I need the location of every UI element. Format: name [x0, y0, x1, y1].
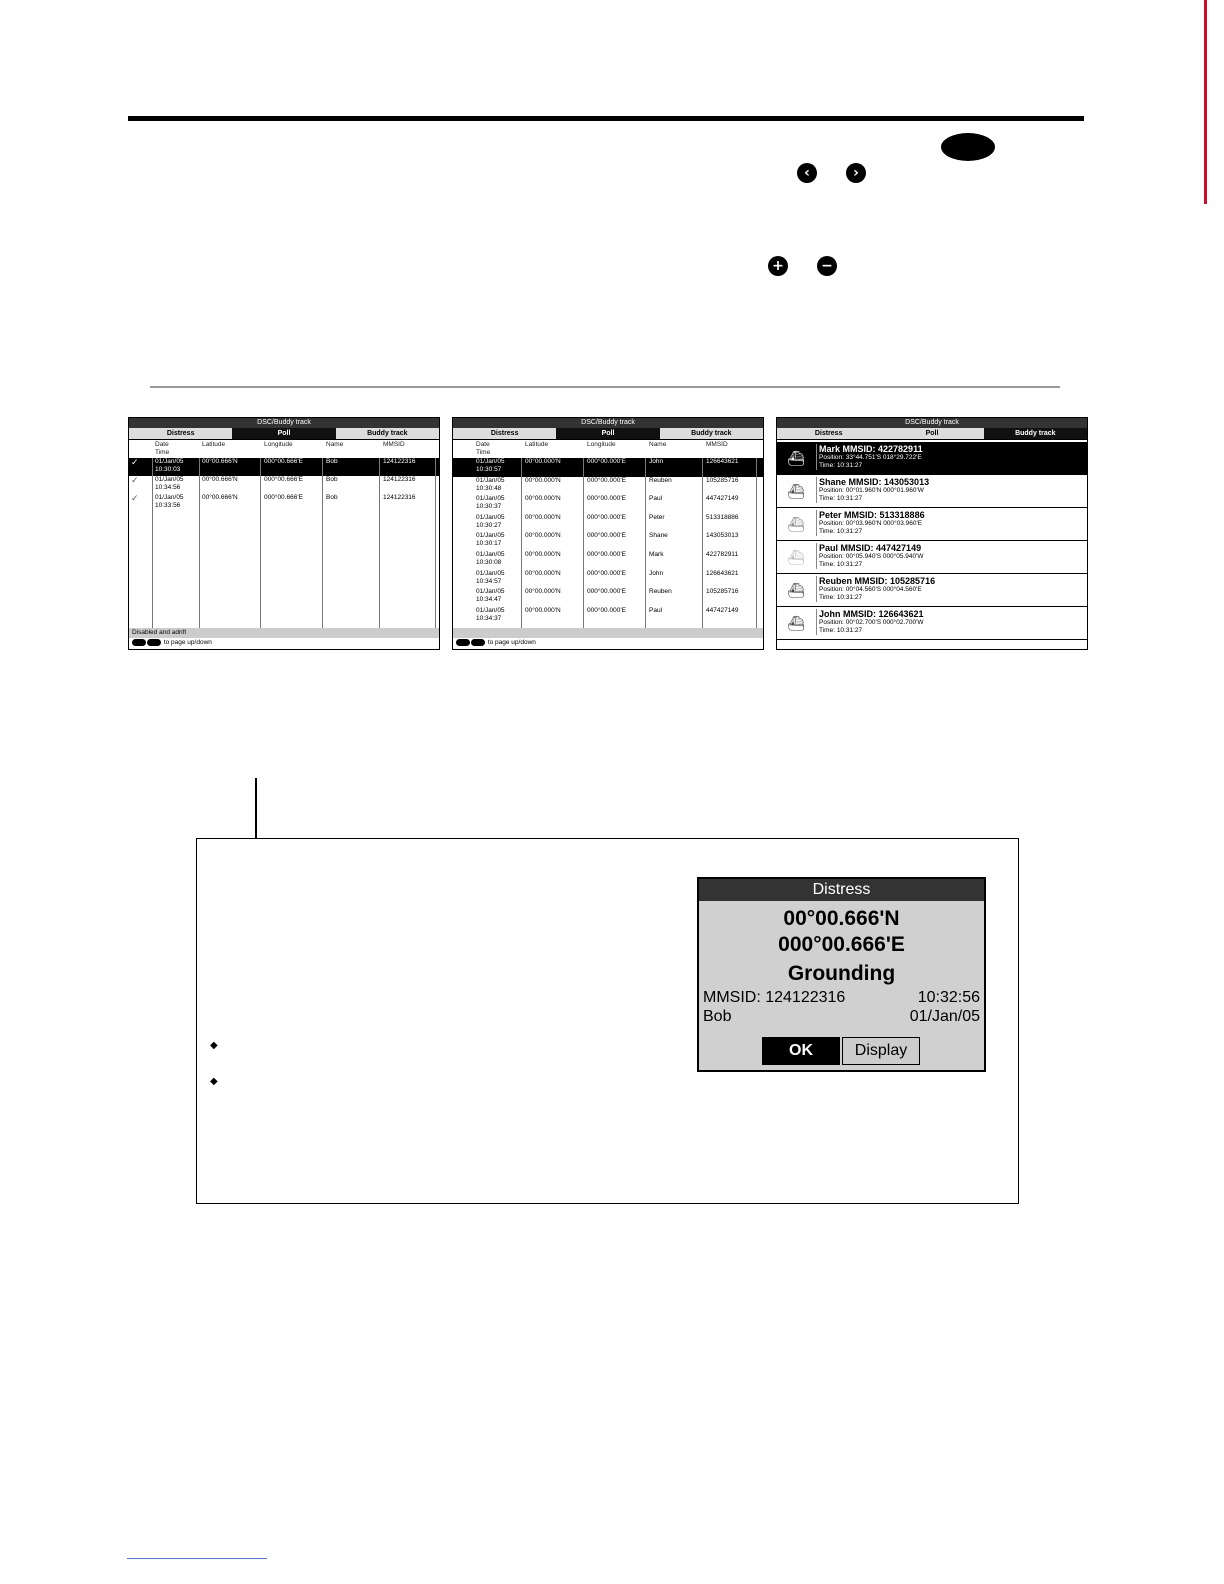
cell-date-time [453, 551, 523, 570]
alert-check-icon: ✓ [131, 458, 139, 467]
cell-name: Shane [649, 532, 668, 540]
tab-poll[interactable]: Poll [232, 428, 335, 439]
table-row[interactable] [453, 570, 763, 589]
col-mmsid: MMSID [383, 441, 405, 448]
buddy-time: Time: 10:31:27 [819, 528, 863, 535]
table-row[interactable] [453, 495, 763, 514]
buddy-list-item[interactable] [777, 442, 1087, 475]
cell-date-time [153, 494, 200, 512]
boat-icon: ⛴ [787, 615, 805, 631]
cell-mmsid: 513318886 [706, 513, 739, 521]
buddy-list-item[interactable] [777, 541, 1087, 574]
distress-dialog [697, 877, 986, 1072]
cell-date-time [153, 458, 200, 476]
table-row[interactable] [129, 476, 439, 494]
col-name: Name [326, 441, 344, 448]
cell-date-time [453, 477, 523, 496]
cell-date: 01/Jan/05 [476, 532, 505, 540]
buddy-name: Peter [819, 510, 842, 520]
cell-longitude: 000°00.666'E [264, 458, 303, 465]
buddy-details [816, 477, 929, 503]
buddy-mmsid: MMSID: 447427149 [840, 543, 922, 553]
buddy-time: Time: 10:31:27 [819, 627, 863, 634]
cell-latitude: 00°00.000'N [525, 606, 561, 614]
col-date-time: Date Time [155, 441, 170, 456]
cell-date-time [453, 495, 523, 514]
cell-date: 01/Jan/05 [476, 458, 505, 465]
cell-time: 10:30:17 [476, 540, 502, 548]
cell-name: Peter [649, 513, 665, 521]
display-button[interactable]: Display [842, 1037, 920, 1065]
cell-name: Reuben [649, 588, 672, 596]
buddy-mmsid: MMSID: 513318886 [844, 510, 925, 520]
buddy-list-item[interactable] [777, 607, 1087, 640]
cell-latitude: 00°00.000'N [525, 550, 561, 558]
buddy-list-item[interactable] [777, 508, 1087, 541]
status-bar: Disabled and adrift [129, 628, 439, 638]
cell-name: John [649, 458, 664, 465]
cell-mmsid: 105285716 [706, 476, 739, 484]
cell-time: 10:30:57 [476, 466, 502, 473]
footer-link-underline [127, 1558, 267, 1559]
col-latitude: Latitude [202, 441, 226, 448]
buddy-heading [819, 609, 924, 619]
cell-time: 10:30:08 [476, 558, 502, 566]
buddy-list-item[interactable] [777, 475, 1087, 508]
table-row[interactable] [453, 458, 763, 477]
cell-date: 01/Jan/05 [476, 606, 505, 614]
dialog-mmsid: MMSID: 124122316 [703, 989, 846, 1006]
tab-distress[interactable]: Distress [777, 428, 880, 439]
buddy-name: Shane [819, 477, 847, 487]
dialog-longitude: 000°00.666'E [778, 933, 905, 956]
buddy-heading [819, 510, 925, 520]
chevron-left-icon: ‹ [797, 163, 817, 183]
cell-mmsid: 422782911 [706, 550, 739, 558]
buddy-name: Paul [819, 543, 839, 553]
cell-date: 01/Jan/05 [155, 494, 184, 501]
buddy-position: Position: 00°02.700'S 000°02.700'W [819, 619, 924, 626]
buddy-details [816, 510, 925, 536]
cell-latitude: 00°00.666'N [202, 494, 238, 501]
plus-icon: + [768, 256, 788, 276]
bullet-icon: ◆ [210, 1040, 218, 1051]
cell-time: 10:33:56 [155, 502, 181, 509]
cell-name: Reuben [649, 476, 672, 484]
boat-icon: ⛴ [787, 549, 805, 565]
col-mmsid: MMSID [706, 441, 728, 448]
col-latitude: Latitude [525, 441, 549, 448]
cell-longitude: 000°00.000'E [587, 458, 626, 465]
tab-poll[interactable]: Poll [880, 428, 983, 439]
pager-hint: to page up/down [453, 638, 763, 648]
screen-title: DSC/Buddy track [129, 418, 439, 428]
buddy-heading [819, 444, 923, 454]
cell-time: 10:30:37 [476, 503, 502, 511]
cell-longitude: 000°00.000'E [587, 495, 626, 503]
callout-pointer [255, 778, 257, 838]
table-row[interactable] [453, 477, 763, 496]
cell-longitude: 000°00.000'E [587, 606, 626, 614]
dialog-reason: Grounding [787, 962, 896, 985]
col-name: Name [649, 441, 667, 448]
cell-time: 10:34:37 [476, 614, 502, 622]
buddy-position: Position: 33°44.751'S 018°29.722'E [819, 454, 922, 461]
cell-time: 10:34:57 [476, 577, 502, 585]
cell-date-time [453, 570, 523, 589]
dialog-time: 10:32:56 [917, 989, 980, 1006]
buddy-mmsid: MMSID: 143053013 [848, 477, 930, 487]
tab-poll[interactable]: Poll [556, 428, 659, 439]
col-date-time: Date Time [476, 441, 491, 456]
boat-icon: ⛴ [787, 450, 805, 466]
cell-date-time [453, 514, 523, 533]
pager-hint: to page up/down [129, 638, 439, 648]
buddy-track-screen [776, 417, 1088, 650]
chevron-right-icon: › [846, 163, 866, 183]
dialog-name: Bob [703, 1008, 732, 1025]
cell-date: 01/Jan/05 [155, 476, 184, 483]
cell-date: 01/Jan/05 [476, 476, 505, 484]
tab-buddy-track[interactable]: Buddy track [984, 428, 1087, 439]
screen-title: DSC/Buddy track [777, 418, 1087, 428]
cell-mmsid: 124122316 [383, 458, 416, 465]
cell-time: 10:30:48 [476, 484, 502, 492]
buddy-time: Time: 10:31:27 [819, 561, 863, 568]
cell-name: Bob [326, 494, 338, 501]
section-divider [150, 386, 1060, 388]
cell-date: 01/Jan/05 [476, 550, 505, 558]
table-row[interactable] [129, 458, 439, 476]
buddy-details [816, 576, 935, 602]
buddy-mmsid: MMSID: 126643621 [843, 609, 924, 619]
header-rule [128, 116, 1084, 121]
buddy-name: John [819, 609, 841, 619]
alert-check-icon: ✓ [131, 476, 139, 485]
cell-mmsid: 105285716 [706, 588, 739, 596]
table-row[interactable] [453, 532, 763, 551]
table-row[interactable] [453, 607, 763, 626]
cell-latitude: 00°00.000'N [525, 569, 561, 577]
buddy-time: Time: 10:31:27 [819, 594, 863, 601]
cell-longitude: 000°00.666'E [264, 476, 303, 483]
cell-date-time [153, 476, 200, 494]
page-edge-marker [1204, 0, 1207, 204]
cell-latitude: 00°00.000'N [525, 513, 561, 521]
cell-mmsid: 126643621 [706, 569, 739, 577]
tab-buddy-track[interactable]: Buddy track [336, 428, 439, 439]
buddy-heading [819, 477, 929, 487]
cell-longitude: 000°00.000'E [587, 550, 626, 558]
table-row[interactable] [453, 514, 763, 533]
cell-longitude: 000°00.000'E [587, 476, 626, 484]
cell-latitude: 00°00.000'N [525, 458, 561, 465]
cell-date-time [453, 532, 523, 551]
cell-latitude: 00°00.000'N [525, 532, 561, 540]
minus-icon: − [817, 256, 837, 276]
buddy-heading [819, 576, 935, 586]
cell-date: 01/Jan/05 [476, 495, 505, 503]
buddy-position: Position: 00°03.960'N 000°03.960'E [819, 520, 923, 527]
tab-distress[interactable]: Distress [453, 428, 556, 439]
table-row[interactable] [129, 494, 439, 512]
cell-date: 01/Jan/05 [476, 569, 505, 577]
cell-date-time [453, 458, 523, 477]
cell-longitude: 000°00.666'E [264, 494, 303, 501]
cell-time: 10:30:27 [476, 521, 502, 529]
boat-icon: ⛴ [787, 483, 805, 499]
buddy-time: Time: 10:31:27 [819, 495, 863, 502]
cell-longitude: 000°00.000'E [587, 569, 626, 577]
buddy-name: Mark [819, 444, 841, 454]
dialog-latitude: 00°00.666'N [783, 907, 900, 930]
buddy-mmsid: MMSID: 105285716 [854, 576, 936, 586]
buddy-position: Position: 00°01.960'N 000°01.960'W [819, 487, 924, 494]
cell-name: Mark [649, 550, 664, 558]
buddy-details [816, 543, 924, 569]
cell-latitude: 00°00.666'N [202, 476, 238, 483]
cell-mmsid: 124122316 [383, 476, 416, 483]
boat-icon: ⛴ [787, 516, 805, 532]
distress-list-screen [128, 417, 440, 650]
poll-list-screen [452, 417, 764, 650]
cell-mmsid: 447427149 [706, 495, 739, 503]
screen-title: DSC/Buddy track [453, 418, 763, 428]
table-row[interactable] [453, 588, 763, 607]
cell-date-time [453, 607, 523, 626]
cell-name: Bob [326, 476, 338, 483]
alert-check-icon: ✓ [131, 494, 139, 503]
bullet-icon: ◆ [210, 1076, 218, 1087]
buddy-list-item[interactable] [777, 574, 1087, 607]
table-row[interactable] [453, 551, 763, 570]
buddy-details [816, 609, 924, 635]
buddy-mmsid: MMSID: 422782911 [842, 444, 923, 454]
cell-mmsid: 447427149 [706, 606, 739, 614]
buddy-details [816, 444, 923, 470]
section-badge [941, 133, 995, 161]
cell-longitude: 000°00.000'E [587, 588, 626, 596]
col-longitude: Longitude [587, 441, 616, 448]
cell-date: 01/Jan/05 [476, 588, 505, 596]
boat-icon: ⛴ [787, 582, 805, 598]
col-longitude: Longitude [264, 441, 293, 448]
tab-distress[interactable]: Distress [129, 428, 232, 439]
dialog-title: Distress [699, 879, 984, 901]
ok-button[interactable]: OK [762, 1037, 840, 1065]
dialog-date: 01/Jan/05 [909, 1008, 980, 1025]
buddy-position: Position: 00°04.560'S 000°04.560'E [819, 586, 922, 593]
cell-time: 10:34:56 [155, 484, 181, 491]
buddy-heading [819, 543, 924, 553]
cell-name: Paul [649, 606, 663, 614]
cell-name: Bob [326, 458, 338, 465]
cell-longitude: 000°00.000'E [587, 513, 626, 521]
cell-mmsid: 124122316 [383, 494, 416, 501]
cell-mmsid: 143053013 [706, 532, 739, 540]
buddy-time: Time: 10:31:27 [819, 462, 863, 469]
cell-mmsid: 126643621 [706, 458, 739, 465]
cell-latitude: 00°00.666'N [202, 458, 238, 465]
cell-date: 01/Jan/05 [155, 458, 184, 465]
cell-time: 10:34:47 [476, 596, 502, 604]
buddy-name: Reuben [819, 576, 853, 586]
cell-name: John [649, 569, 664, 577]
tab-buddy-track[interactable]: Buddy track [660, 428, 763, 439]
buddy-position: Position: 00°05.940'S 000°05.940'W [819, 553, 924, 560]
cell-name: Paul [649, 495, 663, 503]
cell-date: 01/Jan/05 [476, 513, 505, 521]
cell-time: 10:30:03 [155, 466, 181, 473]
cell-latitude: 00°00.000'N [525, 588, 561, 596]
cell-latitude: 00°00.000'N [525, 495, 561, 503]
cell-longitude: 000°00.000'E [587, 532, 626, 540]
cell-date-time [453, 588, 523, 607]
cell-latitude: 00°00.000'N [525, 476, 561, 484]
